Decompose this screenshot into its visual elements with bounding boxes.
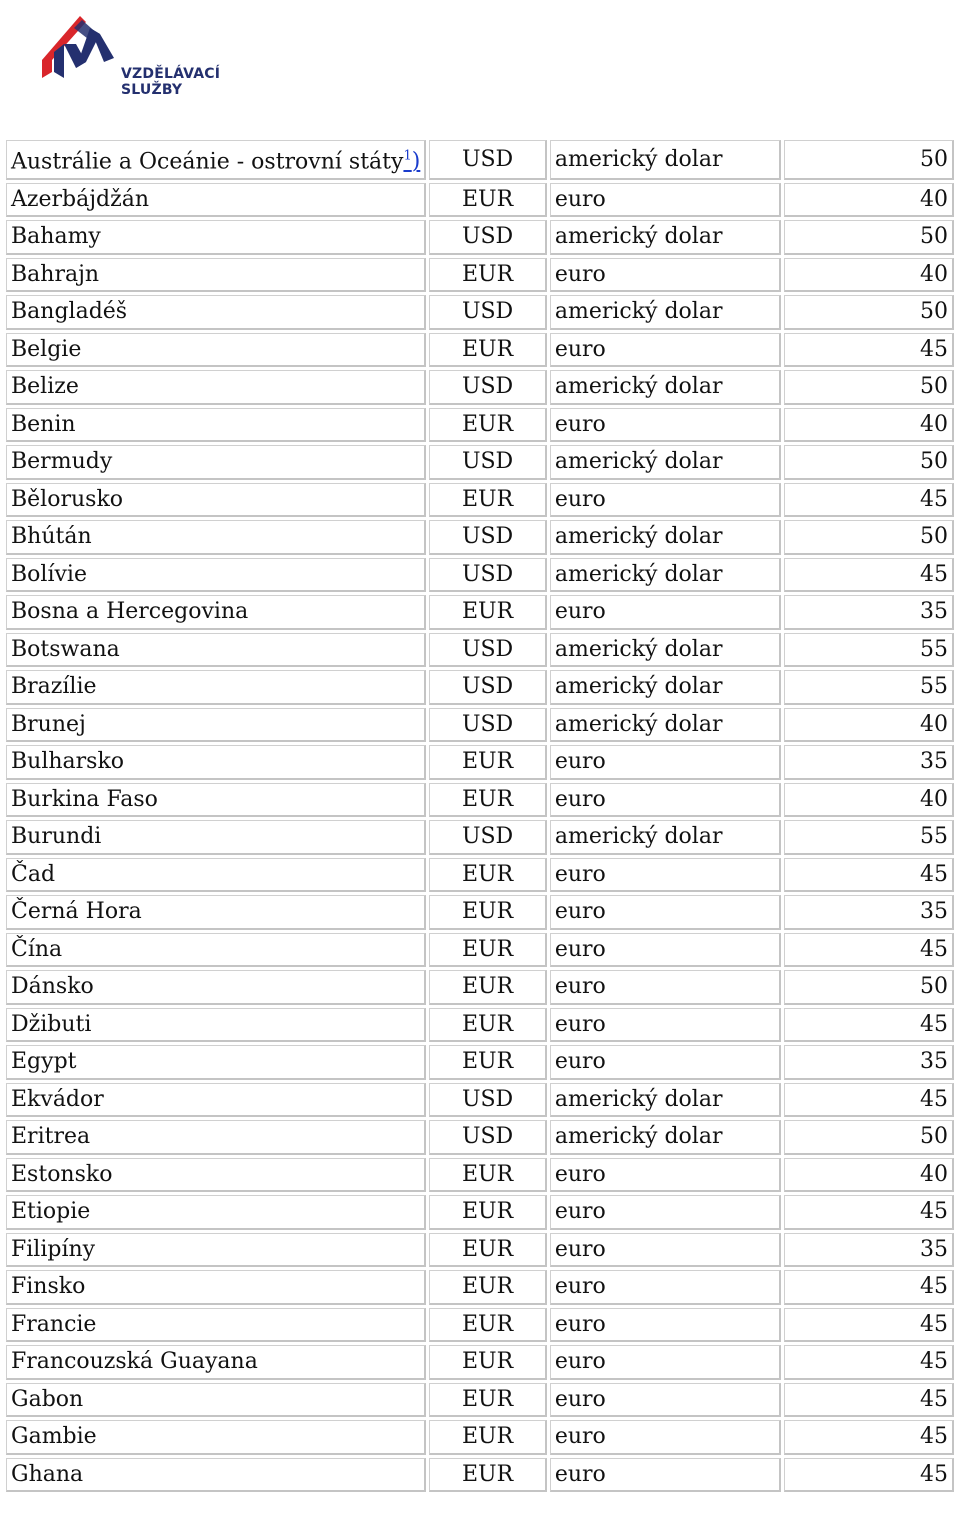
rate-value-cell: 45: [784, 1270, 954, 1305]
currency-name-cell: americký dolar: [550, 1083, 782, 1118]
country-name: Bermudy: [11, 449, 113, 475]
currency-name-cell: americký dolar: [550, 220, 782, 255]
currency-code-cell: USD: [429, 708, 547, 743]
country-name: Estonsko: [11, 1161, 113, 1187]
country-cell: [6, 333, 426, 368]
country-name: Benin: [11, 411, 76, 437]
country-name: Bělorusko: [11, 486, 124, 512]
country-name: Bolívie: [11, 561, 87, 587]
rate-value-cell: 55: [784, 820, 954, 855]
country-name: Francouzská Guayana: [11, 1349, 258, 1375]
country-cell: [6, 140, 426, 180]
currency-name-cell: euro: [550, 1308, 782, 1343]
country-name: Belgie: [11, 336, 82, 362]
table-row: [6, 1195, 954, 1230]
currency-name-cell: americký dolar: [550, 1120, 782, 1155]
table-row: [6, 1233, 954, 1268]
rate-value-cell: 45: [784, 1420, 954, 1455]
currency-name-cell: americký dolar: [550, 558, 782, 593]
table-row: [6, 1120, 954, 1155]
country-name: Burkina Faso: [11, 786, 158, 812]
country-name: Bulharsko: [11, 749, 125, 775]
currency-name-cell: euro: [550, 258, 782, 293]
currency-code-cell: EUR: [429, 1195, 547, 1230]
currency-name-cell: euro: [550, 408, 782, 443]
rate-value-cell: 45: [784, 483, 954, 518]
currency-code-cell: USD: [429, 295, 547, 330]
currency-code-cell: EUR: [429, 1270, 547, 1305]
table-row: [6, 1308, 954, 1343]
currency-name-cell: euro: [550, 1008, 782, 1043]
currency-code-cell: EUR: [429, 1158, 547, 1193]
country-name: Azerbájdžán: [11, 186, 149, 212]
rate-value-cell: 40: [784, 408, 954, 443]
currency-code-cell: EUR: [429, 408, 547, 443]
table-row: [6, 370, 954, 405]
country-cell: [6, 370, 426, 405]
country-cell: [6, 1270, 426, 1305]
table-row: [6, 820, 954, 855]
rate-value-cell: 50: [784, 520, 954, 555]
currency-code-cell: EUR: [429, 595, 547, 630]
country-cell: [6, 558, 426, 593]
country-name: Austrálie a Oceánie - ostrovní státy: [11, 149, 404, 175]
currency-name-cell: euro: [550, 783, 782, 818]
currency-name-cell: euro: [550, 1195, 782, 1230]
country-cell: [6, 1383, 426, 1418]
table-row: [6, 1458, 954, 1493]
country-cell: [6, 183, 426, 218]
country-cell: [6, 745, 426, 780]
currency-code-cell: USD: [429, 520, 547, 555]
country-cell: [6, 1083, 426, 1118]
currency-name-cell: euro: [550, 1158, 782, 1193]
country-cell: [6, 895, 426, 930]
currency-name-cell: americký dolar: [550, 520, 782, 555]
rate-value-cell: 45: [784, 1195, 954, 1230]
logo: [40, 14, 221, 98]
currency-code-cell: USD: [429, 370, 547, 405]
currency-code-cell: USD: [429, 558, 547, 593]
table-row: [6, 408, 954, 443]
currency-code-cell: EUR: [429, 1045, 547, 1080]
table-row: [6, 1045, 954, 1080]
currency-code-cell: USD: [429, 1083, 547, 1118]
table-row: [6, 183, 954, 218]
country-cell: [6, 1345, 426, 1380]
table-row: [6, 1420, 954, 1455]
country-cell: [6, 1008, 426, 1043]
country-cell: [6, 1233, 426, 1268]
country-name: Bahamy: [11, 224, 101, 250]
currency-name-cell: euro: [550, 1458, 782, 1493]
rate-value-cell: 50: [784, 445, 954, 480]
currency-code-cell: EUR: [429, 183, 547, 218]
country-cell: [6, 708, 426, 743]
rate-value-cell: 50: [784, 140, 954, 180]
country-name: Čad: [11, 861, 56, 887]
country-cell: [6, 220, 426, 255]
currency-name-cell: americký dolar: [550, 633, 782, 668]
table-row: [6, 483, 954, 518]
country-name: Francie: [11, 1311, 97, 1337]
country-name: Bangladéš: [11, 299, 128, 325]
currency-code-cell: EUR: [429, 333, 547, 368]
currency-code-cell: USD: [429, 633, 547, 668]
country-name: Brazílie: [11, 674, 97, 700]
table-row: [6, 708, 954, 743]
table-row: [6, 558, 954, 593]
country-cell: [6, 1120, 426, 1155]
country-cell: [6, 933, 426, 968]
table-row: [6, 140, 954, 180]
currency-name-cell: euro: [550, 595, 782, 630]
table-row: [6, 520, 954, 555]
country-name: Botswana: [11, 636, 120, 662]
logo-text: [121, 66, 220, 98]
table-row: [6, 595, 954, 630]
rates-table: [3, 137, 957, 1495]
rate-value-cell: 40: [784, 258, 954, 293]
country-name: Černá Hora: [11, 899, 142, 925]
country-name: Ghana: [11, 1461, 84, 1487]
currency-name-cell: euro: [550, 1233, 782, 1268]
currency-name-cell: euro: [550, 970, 782, 1005]
country-name: Eritrea: [11, 1124, 91, 1150]
rate-value-cell: 45: [784, 1345, 954, 1380]
table-row: [6, 1270, 954, 1305]
footnote-link[interactable]: [403, 149, 420, 174]
country-name: Dánsko: [11, 974, 94, 1000]
table-row: [6, 933, 954, 968]
country-cell: [6, 1045, 426, 1080]
country-name: Brunej: [11, 711, 86, 737]
country-cell: [6, 783, 426, 818]
country-name: Filipíny: [11, 1236, 96, 1262]
country-cell: [6, 1420, 426, 1455]
currency-code-cell: EUR: [429, 1308, 547, 1343]
country-name: Gambie: [11, 1424, 97, 1450]
currency-name-cell: americký dolar: [550, 820, 782, 855]
currency-name-cell: euro: [550, 1270, 782, 1305]
currency-code-cell: EUR: [429, 858, 547, 893]
table-row: [6, 633, 954, 668]
country-name: Bahrajn: [11, 261, 100, 287]
country-cell: [6, 295, 426, 330]
currency-name-cell: euro: [550, 1420, 782, 1455]
rate-value-cell: 50: [784, 295, 954, 330]
rate-value-cell: 35: [784, 745, 954, 780]
currency-code-cell: EUR: [429, 483, 547, 518]
currency-name-cell: americký dolar: [550, 370, 782, 405]
rate-value-cell: 35: [784, 1233, 954, 1268]
table-row: [6, 295, 954, 330]
country-cell: [6, 445, 426, 480]
table-row: [6, 1083, 954, 1118]
rate-value-cell: 45: [784, 1458, 954, 1493]
country-name: Burundi: [11, 824, 102, 850]
table-row: [6, 895, 954, 930]
table-row: [6, 1008, 954, 1043]
currency-code-cell: USD: [429, 140, 547, 180]
rate-value-cell: 45: [784, 1008, 954, 1043]
currency-name-cell: americký dolar: [550, 140, 782, 180]
currency-name-cell: americký dolar: [550, 295, 782, 330]
currency-code-cell: EUR: [429, 745, 547, 780]
currency-code-cell: EUR: [429, 1458, 547, 1493]
rate-value-cell: 40: [784, 1158, 954, 1193]
rate-value-cell: 55: [784, 670, 954, 705]
country-name: Egypt: [11, 1049, 77, 1075]
footnote-paren: ): [411, 149, 421, 175]
currency-code-cell: USD: [429, 445, 547, 480]
table-row: [6, 745, 954, 780]
country-cell: [6, 1195, 426, 1230]
country-cell: [6, 1158, 426, 1193]
rate-value-cell: 40: [784, 708, 954, 743]
table-row: [6, 445, 954, 480]
currency-name-cell: euro: [550, 483, 782, 518]
rate-value-cell: 45: [784, 1308, 954, 1343]
table-row: [6, 670, 954, 705]
country-cell: [6, 1308, 426, 1343]
rate-value-cell: 35: [784, 595, 954, 630]
rate-value-cell: 45: [784, 1383, 954, 1418]
currency-code-cell: EUR: [429, 1233, 547, 1268]
currency-code-cell: EUR: [429, 970, 547, 1005]
currency-name-cell: euro: [550, 933, 782, 968]
table-row: [6, 220, 954, 255]
currency-name-cell: euro: [550, 1383, 782, 1418]
rate-value-cell: 35: [784, 895, 954, 930]
country-cell: [6, 520, 426, 555]
rate-value-cell: 45: [784, 558, 954, 593]
currency-code-cell: EUR: [429, 783, 547, 818]
table-row: [6, 333, 954, 368]
country-cell: [6, 820, 426, 855]
country-cell: [6, 258, 426, 293]
country-cell: [6, 483, 426, 518]
rate-value-cell: 45: [784, 1083, 954, 1118]
currency-name-cell: euro: [550, 895, 782, 930]
currency-name-cell: americký dolar: [550, 670, 782, 705]
country-cell: [6, 970, 426, 1005]
country-name: Džibuti: [11, 1011, 92, 1037]
footnote-number: 1: [403, 149, 412, 164]
rates-table-body: [6, 140, 954, 1492]
rate-value-cell: 45: [784, 933, 954, 968]
currency-name-cell: euro: [550, 1345, 782, 1380]
rate-value-cell: 50: [784, 370, 954, 405]
country-name: Finsko: [11, 1274, 86, 1300]
country-name: Ekvádor: [11, 1086, 104, 1112]
table-row: [6, 783, 954, 818]
currency-name-cell: americký dolar: [550, 708, 782, 743]
country-name: Bhútán: [11, 524, 92, 550]
table-row: [6, 258, 954, 293]
currency-name-cell: euro: [550, 183, 782, 218]
rate-value-cell: 40: [784, 183, 954, 218]
rate-value-cell: 50: [784, 970, 954, 1005]
country-name: Čína: [11, 936, 63, 962]
country-cell: [6, 670, 426, 705]
rate-value-cell: 50: [784, 220, 954, 255]
currency-code-cell: EUR: [429, 1008, 547, 1043]
currency-name-cell: euro: [550, 858, 782, 893]
currency-code-cell: USD: [429, 670, 547, 705]
rate-value-cell: 40: [784, 783, 954, 818]
table-row: [6, 1383, 954, 1418]
currency-name-cell: euro: [550, 1045, 782, 1080]
country-name: Belize: [11, 374, 79, 400]
currency-code-cell: USD: [429, 1120, 547, 1155]
country-cell: [6, 633, 426, 668]
currency-name-cell: euro: [550, 333, 782, 368]
table-row: [6, 970, 954, 1005]
currency-code-cell: USD: [429, 820, 547, 855]
country-name: Bosna a Hercegovina: [11, 599, 249, 625]
currency-name-cell: americký dolar: [550, 445, 782, 480]
rate-value-cell: 55: [784, 633, 954, 668]
table-row: [6, 858, 954, 893]
logo-line-1: VZDĚLÁVACÍ: [121, 66, 221, 82]
country-cell: [6, 858, 426, 893]
table-row: [6, 1158, 954, 1193]
currency-name-cell: euro: [550, 745, 782, 780]
country-cell: [6, 1458, 426, 1493]
logo-mark-icon: [40, 14, 116, 88]
logo-line-2: SLUŽBY: [121, 82, 183, 98]
country-name: Etiopie: [11, 1199, 91, 1225]
rate-value-cell: 50: [784, 1120, 954, 1155]
currency-code-cell: EUR: [429, 258, 547, 293]
country-cell: [6, 595, 426, 630]
table-row: [6, 1345, 954, 1380]
country-cell: [6, 408, 426, 443]
currency-code-cell: EUR: [429, 1383, 547, 1418]
rate-value-cell: 35: [784, 1045, 954, 1080]
currency-code-cell: USD: [429, 220, 547, 255]
currency-code-cell: EUR: [429, 1345, 547, 1380]
currency-code-cell: EUR: [429, 933, 547, 968]
currency-code-cell: EUR: [429, 1420, 547, 1455]
currency-code-cell: EUR: [429, 895, 547, 930]
rate-value-cell: 45: [784, 333, 954, 368]
country-name: Gabon: [11, 1386, 84, 1412]
rate-value-cell: 45: [784, 858, 954, 893]
